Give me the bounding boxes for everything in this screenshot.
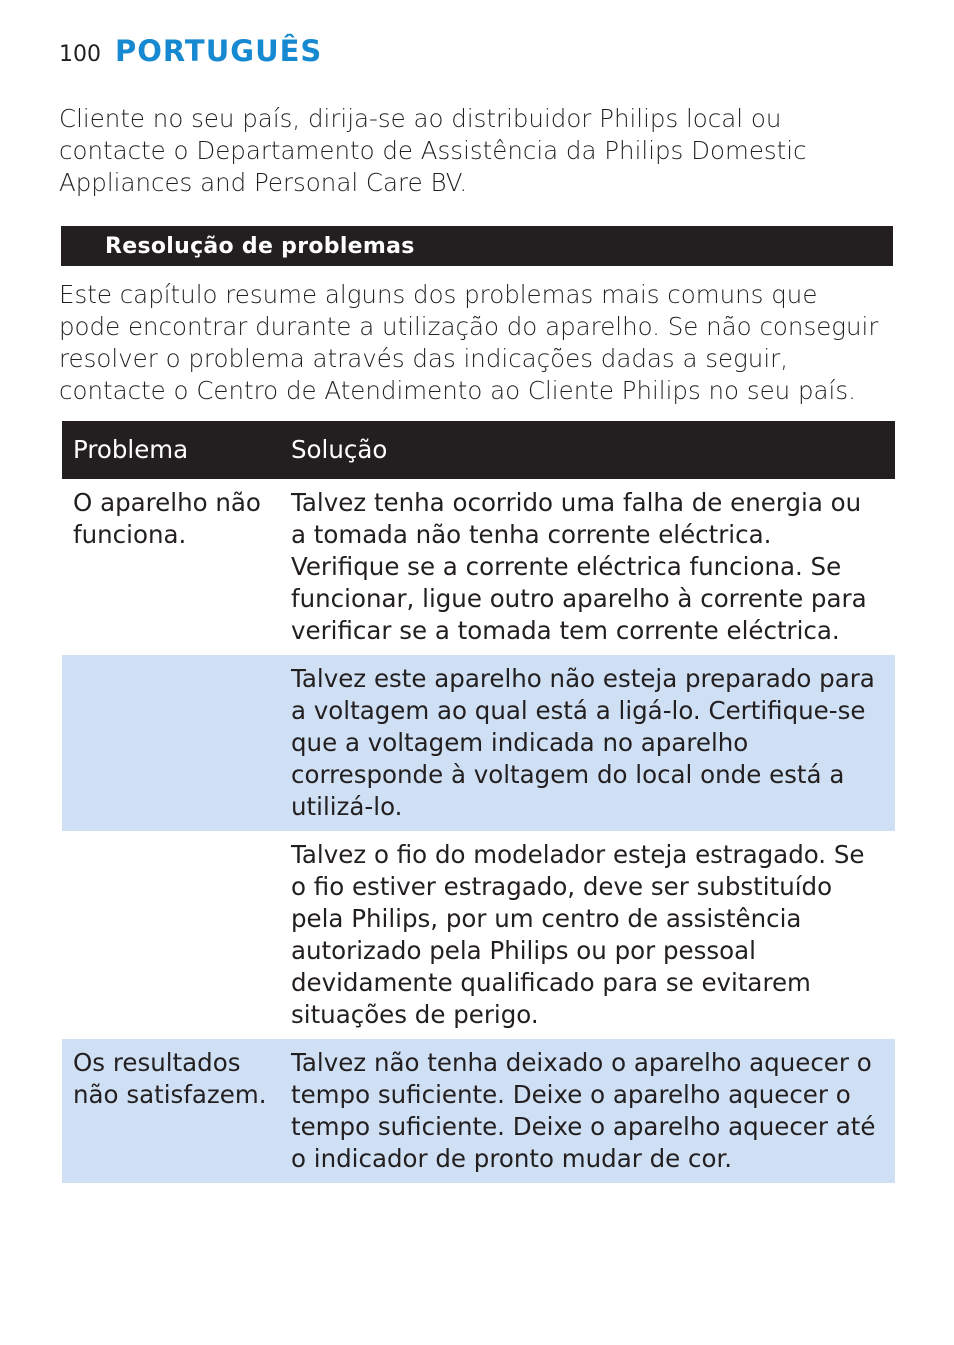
problem-cell: [62, 655, 282, 831]
section-heading-bar: [61, 226, 893, 266]
language-title: PORTUGUÊS: [115, 34, 323, 68]
problem-cell: [62, 831, 282, 1039]
table-header-row: [62, 421, 895, 479]
column-header-problem: Problema: [73, 435, 189, 464]
table-row: [62, 655, 895, 831]
page-number: 100: [59, 42, 101, 67]
troubleshooting-table: [62, 421, 895, 1183]
section-intro-paragraph: Este capítulo resume alguns dos problemas mais comuns que pode encontrar durante a utilização do aparelho. Se não conseguir resolver o problema através das indicações dadas a seguir, contacte o Centro de Atendimento ao Cliente Philips no seu país.: [59, 280, 879, 405]
solution-cell: Talvez não tenha deixado o aparelho aquecer o tempo suficiente. Deixe o aparelho aquecer o tempo suficiente. Deixe o aparelho aquecer até o indicador de pronto mudar de cor.: [291, 1048, 876, 1173]
solution-cell: Talvez tenha ocorrido uma falha de energia ou a tomada não tenha corrente eléctrica. Verifique se a corrente eléctrica funciona. Se funcionar, ligue outro aparelho à corrente para verificar se a tomada tem corrente eléctrica.: [291, 488, 867, 645]
table-row: [62, 1039, 895, 1183]
column-header-solution: Solução: [291, 435, 388, 464]
solution-cell: Talvez este aparelho não esteja preparado para a voltagem ao qual está a ligá-lo. Certifique-se que a voltagem indicada no aparelho corresponde à voltagem do local onde está a utilizá-lo.: [291, 664, 875, 821]
table-row: [62, 831, 895, 1039]
problem-cell: O aparelho não funciona.: [73, 488, 261, 549]
problem-cell: Os resultados não satisfazem.: [73, 1048, 267, 1109]
solution-cell: Talvez o fio do modelador esteja estragado. Se o fio estiver estragado, deve ser substituído pela Philips, por um centro de assistência autorizado pela Philips ou por pessoal devidamente qualificado para se evitarem situações de perigo.: [291, 840, 865, 1029]
section-title: Resolução de problemas: [105, 233, 415, 259]
table-row: [62, 479, 895, 655]
intro-paragraph: Cliente no seu país, dirija-se ao distribuidor Philips local ou contacte o Departamento de Assistência da Philips Domestic Appliances and Personal Care BV.: [59, 104, 807, 197]
page-header: [59, 34, 322, 68]
